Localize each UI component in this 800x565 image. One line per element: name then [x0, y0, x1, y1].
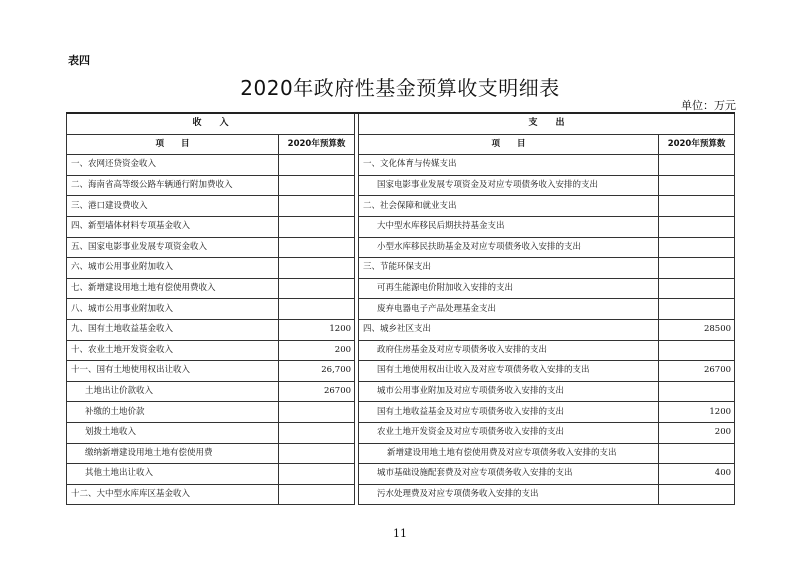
income-item-cell: 土地出让价款收入 — [67, 381, 279, 402]
expense-value-cell: 26700 — [659, 361, 735, 382]
expense-item-header: 项 目 — [359, 134, 659, 155]
expense-item-cell: 大中型水库移民后期扶持基金支出 — [359, 216, 659, 237]
income-value-cell — [279, 402, 355, 423]
income-item-cell: 七、新增建设用地土地有偿使用费收入 — [67, 278, 279, 299]
expense-value-cell: 28500 — [659, 319, 735, 340]
table-row — [67, 155, 735, 176]
table-row — [67, 278, 735, 299]
table-row — [67, 216, 735, 237]
income-value-cell — [279, 196, 355, 217]
expense-value-cell: 200 — [659, 422, 735, 443]
expense-value-cell — [659, 258, 735, 279]
budget-table — [66, 112, 735, 505]
income-value-cell: 1200 — [279, 319, 355, 340]
expense-value-cell — [659, 196, 735, 217]
expense-item-cell: 国有土地使用权出让收入及对应专项债务收入安排的支出 — [359, 361, 659, 382]
table-row — [67, 361, 735, 382]
table-label: 表四 — [68, 54, 90, 67]
table-row — [67, 422, 735, 443]
unit-label: 单位：万元 — [681, 99, 736, 112]
expense-value-cell — [659, 175, 735, 196]
expense-item-cell: 城市公用事业附加及对应专项债务收入安排的支出 — [359, 381, 659, 402]
expense-item-cell: 一、文化体育与传媒支出 — [359, 155, 659, 176]
expense-item-cell: 国家电影事业发展专项资金及对应专项债务收入安排的支出 — [359, 175, 659, 196]
table-row — [67, 299, 735, 320]
income-item-header: 项 目 — [67, 134, 279, 155]
income-item-cell: 划拨土地收入 — [67, 422, 279, 443]
table-row — [67, 402, 735, 423]
income-value-cell — [279, 278, 355, 299]
table-row — [67, 258, 735, 279]
income-value-cell: 26,700 — [279, 361, 355, 382]
table-row — [67, 175, 735, 196]
income-item-cell: 一、农网还贷资金收入 — [67, 155, 279, 176]
income-budget-header: 2020年预算数 — [279, 134, 355, 155]
income-value-cell: 200 — [279, 340, 355, 361]
expense-item-cell: 废弃电器电子产品处理基金支出 — [359, 299, 659, 320]
expense-value-cell — [659, 340, 735, 361]
expense-item-cell: 国有土地收益基金及对应专项债务收入安排的支出 — [359, 402, 659, 423]
table-row — [67, 381, 735, 402]
table-row — [67, 443, 735, 464]
income-item-cell: 四、新型墙体材料专项基金收入 — [67, 216, 279, 237]
income-item-cell: 三、港口建设费收入 — [67, 196, 279, 217]
column-header-row — [67, 134, 735, 155]
income-item-cell: 二、海南省高等级公路车辆通行附加费收入 — [67, 175, 279, 196]
table-body — [67, 155, 735, 505]
income-item-cell: 其他土地出让收入 — [67, 464, 279, 485]
expense-item-cell: 可再生能源电价附加收入安排的支出 — [359, 278, 659, 299]
income-item-cell: 十二、大中型水库库区基金收入 — [67, 484, 279, 505]
expense-value-cell — [659, 237, 735, 258]
income-value-cell — [279, 443, 355, 464]
expense-value-cell — [659, 278, 735, 299]
income-value-cell — [279, 422, 355, 443]
expense-value-cell — [659, 299, 735, 320]
income-item-cell: 五、国家电影事业发展专项资金收入 — [67, 237, 279, 258]
income-item-cell: 八、城市公用事业附加收入 — [67, 299, 279, 320]
expense-item-cell: 农业土地开发资金及对应专项债务收入安排的支出 — [359, 422, 659, 443]
income-value-cell — [279, 237, 355, 258]
income-value-cell — [279, 216, 355, 237]
table-row — [67, 237, 735, 258]
expense-value-cell — [659, 155, 735, 176]
expense-item-cell: 四、城乡社区支出 — [359, 319, 659, 340]
income-item-cell: 缴纳新增建设用地土地有偿使用费 — [67, 443, 279, 464]
section-header-row — [67, 113, 735, 134]
table-row — [67, 484, 735, 505]
income-item-cell: 十、农业土地开发资金收入 — [67, 340, 279, 361]
income-value-cell — [279, 258, 355, 279]
income-item-cell: 十一、国有土地使用权出让收入 — [67, 361, 279, 382]
expense-item-cell: 小型水库移民扶助基金及对应专项债务收入安排的支出 — [359, 237, 659, 258]
expense-item-cell: 二、社会保障和就业支出 — [359, 196, 659, 217]
page-number: 11 — [393, 527, 407, 540]
expense-value-cell — [659, 381, 735, 402]
table-row — [67, 464, 735, 485]
income-section-header: 收 入 — [67, 113, 355, 134]
income-item-cell: 补缴的土地价款 — [67, 402, 279, 423]
expense-budget-header: 2020年预算数 — [659, 134, 735, 155]
income-item-cell: 六、城市公用事业附加收入 — [67, 258, 279, 279]
income-value-cell — [279, 175, 355, 196]
expense-value-cell: 1200 — [659, 402, 735, 423]
table-row — [67, 340, 735, 361]
income-item-cell: 九、国有土地收益基金收入 — [67, 319, 279, 340]
expense-item-cell: 污水处理费及对应专项债务收入安排的支出 — [359, 484, 659, 505]
expense-section-header: 支 出 — [359, 113, 735, 134]
table-row — [67, 196, 735, 217]
expense-item-cell: 三、节能环保支出 — [359, 258, 659, 279]
expense-item-cell: 城市基础设施配套费及对应专项债务收入安排的支出 — [359, 464, 659, 485]
expense-value-cell — [659, 216, 735, 237]
income-value-cell — [279, 484, 355, 505]
expense-item-cell: 新增建设用地土地有偿使用费及对应专项债务收入安排的支出 — [359, 443, 659, 464]
income-value-cell — [279, 155, 355, 176]
expense-item-cell: 政府住房基金及对应专项债务收入安排的支出 — [359, 340, 659, 361]
page-title: 2020年政府性基金预算收支明细表 — [240, 76, 560, 100]
income-value-cell — [279, 464, 355, 485]
expense-value-cell: 400 — [659, 464, 735, 485]
income-value-cell: 26700 — [279, 381, 355, 402]
expense-value-cell — [659, 484, 735, 505]
table-row — [67, 319, 735, 340]
expense-value-cell — [659, 443, 735, 464]
income-value-cell — [279, 299, 355, 320]
